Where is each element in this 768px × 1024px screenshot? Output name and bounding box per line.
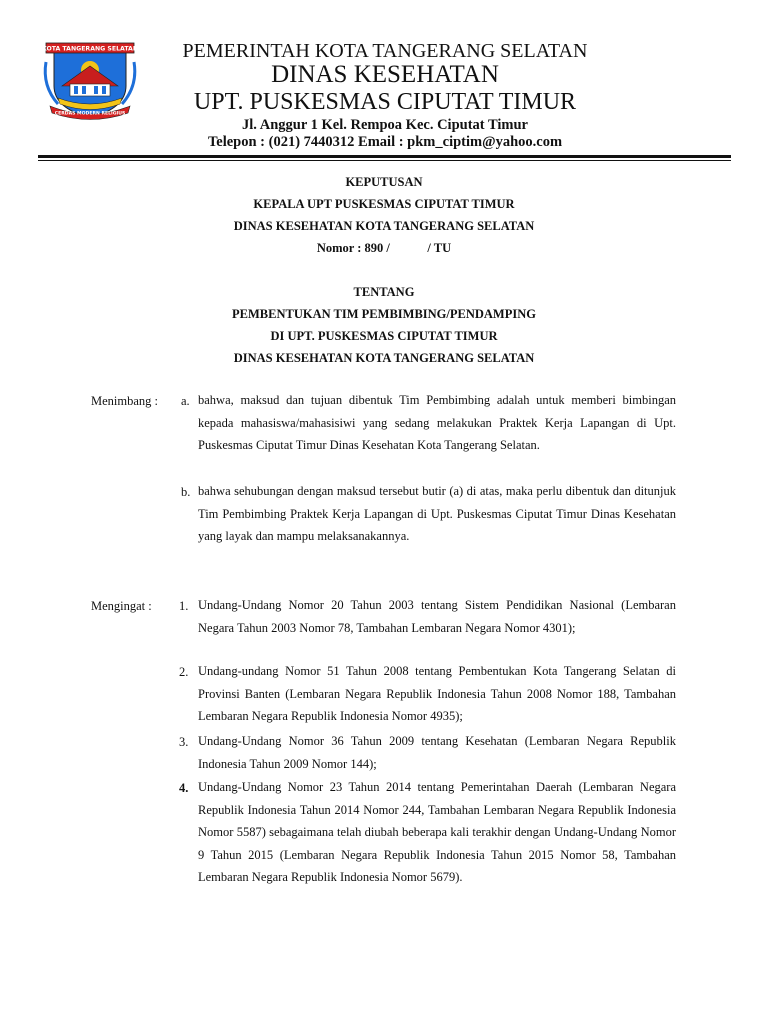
header-government-name: PEMERINTAH KOTA TANGERANG SELATAN	[182, 40, 588, 62]
subject-line-1: PEMBENTUKAN TIM PEMBIMBING/PENDAMPING	[232, 307, 536, 321]
header-department-name: DINAS KESEHATAN	[271, 61, 499, 88]
mengingat-label: Mengingat :	[91, 599, 152, 613]
mengingat-marker: 1.	[179, 599, 189, 613]
subject-line-3: DINAS KESEHATAN KOTA TANGERANG SELATAN	[233, 351, 535, 365]
menimbang-marker: a.	[181, 394, 190, 408]
letterhead-rule-thick	[38, 155, 731, 158]
city-emblem-logo	[40, 40, 140, 120]
mengingat-marker: 2.	[179, 665, 189, 679]
menimbang-item: bahwa, maksud dan tujuan dibentuk Tim Pembimbing adalah untuk memberi bimbingan kepada mahasiswa/mahasisiwi yang sedang melakukan Praktek Kerja Lapangan di Upt. Puskesmas Ciputat Timur Dinas Kesehatan Kota Tangerang Selatan.	[198, 393, 676, 452]
subject-line-2: DI UPT. PUSKESMAS CIPUTAT TIMUR	[270, 329, 498, 343]
menimbang-marker: b.	[181, 485, 191, 499]
menimbang-label: Menimbang :	[91, 394, 159, 408]
mengingat-item: Undang-Undang Nomor 23 Tahun 2014 tentang Pemerintahan Daerah (Lembaran Negara Republik Indonesia Tahun 2014 Nomor 244, Tambahan Lembaran Negara Republik Indonesia Nomor 5587) sebagaimana telah diubah beberapa kali terakhir dengan Undang-Undang Nomor 9 Tahun 2015 (Lembaran Negara Republik Indonesia Tahun 2015 Nomor 58, Tambahan Lembaran Negara Republik Indonesia Nomor 5679).	[198, 780, 676, 884]
letterhead-rule-thin	[38, 160, 731, 161]
mengingat-marker: 4.	[179, 781, 189, 795]
svg-text:CERDAS MODERN RELIGIUS: CERDAS MODERN RELIGIUS	[54, 111, 126, 117]
decision-title: KEPUTUSAN	[345, 175, 423, 189]
decision-number: Nomor : 890 / / TU	[316, 241, 452, 255]
menimbang-item: bahwa sehubungan dengan maksud tersebut butir (a) di atas, maka perlu dibentuk dan ditunjuk Tim Pembimbing Praktek Kerja Lapangan di Upt. Puskesmas Ciputat Timur Dinas Kesehatan yang layak dan mampu melaksanakannya.	[198, 484, 676, 543]
mengingat-item: Undang-Undang Nomor 20 Tahun 2003 tentang Sistem Pendidikan Nasional (Lembaran Negara Tahun 2003 Nomor 78, Tambahan Lembaran Negara Nomor 4301);	[198, 598, 676, 635]
decision-issuer-2: DINAS KESEHATAN KOTA TANGERANG SELATAN	[233, 219, 535, 233]
about-label: TENTANG	[353, 285, 415, 299]
mengingat-item: Undang-Undang Nomor 36 Tahun 2009 tentang Kesehatan (Lembaran Negara Republik Indonesia Tahun 2009 Nomor 144);	[198, 734, 676, 771]
svg-text:KOTA TANGERANG SELATAN: KOTA TANGERANG SELATAN	[41, 45, 139, 53]
header-address: Jl. Anggur 1 Kel. Rempoa Kec. Ciputat Timur	[242, 117, 528, 133]
mengingat-item: Undang-undang Nomor 51 Tahun 2008 tentang Pembentukan Kota Tangerang Selatan di Provinsi Banten (Lembaran Negara Republik Indonesia Tahun 2008 Nomor 188, Tambahan Lembaran Negara Republik Indonesia Nomor 4935);	[198, 664, 676, 723]
decision-issuer-1: KEPALA UPT PUSKESMAS CIPUTAT TIMUR	[253, 197, 515, 211]
header-unit-name: UPT. PUSKESMAS CIPUTAT TIMUR	[193, 89, 577, 115]
mengingat-marker: 3.	[179, 735, 189, 749]
header-contact: Telepon : (021) 7440312 Email : pkm_ciptim@yahoo.com	[207, 134, 563, 150]
